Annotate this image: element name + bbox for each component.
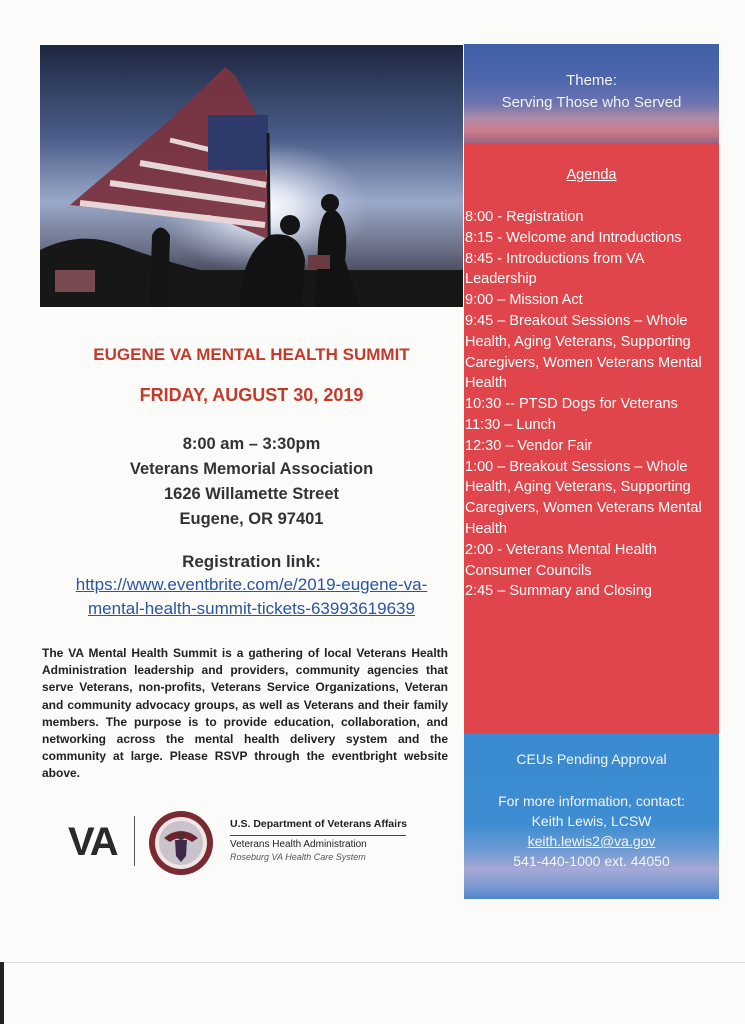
agenda-item: 9:00 – Mission Act [465,292,583,309]
contact-email[interactable]: keith.lewis2@va.gov [527,833,656,849]
agenda-item: 8:00 - Registration [465,209,584,225]
agenda-panel [464,143,719,733]
department-name: U.S. Department of Veterans Affairs [230,818,407,830]
agenda-item: 11:30 – Lunch [465,416,556,433]
event-venue: Veterans Memorial Association [129,460,374,478]
contact-intro: For more information, contact: [498,793,685,809]
theme-label: Theme: [566,72,617,89]
registration-link[interactable] [40,573,463,621]
va-wordmark: VA [68,820,117,864]
agenda-item: 8:45 - Introductions from VA Leadership [465,250,644,288]
agenda-heading: Agenda [566,167,617,183]
va-logo-block [68,806,448,878]
summit-description: The VA Mental Health Summit is a gathering of local Veterans Health Administration leadership and providers, community agencies that serve Veterans, non-profits, Veterans Service Organizations, Veteran and community advocacy groups, as well as Veterans and their family members. The purpose is to provide education, collaboration, and networking across the mental health delivery system and the community at large. Please RSVP through the eventbright website above. [42,646,448,781]
department-rule [230,835,406,836]
theme-text: Serving Those who Served [501,94,682,111]
health-system-name: Roseburg VA Health Care System [230,852,366,862]
registration-label: Registration link: [182,552,321,571]
agenda-item: 9:45 – Breakout Sessions – Whole Health, Aging Veterans, Supporting Caregivers, Women Veterans Mental Health [465,312,702,392]
contact-panel [464,733,719,899]
administration-name: Veterans Health Administration [230,839,367,850]
registration-url-line1[interactable]: https://www.eventbrite.com/e/2019-eugene-va- [75,575,428,594]
agenda-item: 2:45 – Summary and Closing [465,583,652,600]
agenda-item: 2:00 - Veterans Mental Health Consumer Councils [465,541,657,579]
event-city: Eugene, OR 97401 [179,510,324,528]
scan-edge-line [0,962,745,963]
hero-photo [40,45,463,307]
flag-silhouette-image [40,45,463,307]
agenda-item: 12:30 – Vendor Fair [465,437,593,454]
registration-url-line2[interactable]: mental-health-summit-tickets-63993619639 [88,599,415,618]
va-seal-icon [148,810,214,876]
summit-date: FRIDAY, AUGUST 30, 2019 [139,385,364,405]
ceus-note: CEUs Pending Approval [516,751,667,767]
scan-edge-mark [0,962,4,1024]
logo-divider [134,816,135,866]
event-time: 8:00 am – 3:30pm [182,435,321,453]
agenda-item: 10:30 -- PTSD Dogs for Veterans [465,396,678,413]
theme-panel [464,44,719,143]
contact-name: Keith Lewis, LCSW [531,813,652,829]
contact-phone: 541-440-1000 ext. 44050 [513,853,670,869]
event-details [40,432,463,532]
agenda-item: 8:15 - Welcome and Introductions [465,229,682,246]
agenda-list [465,207,715,602]
summit-title: EUGENE VA MENTAL HEALTH SUMMIT [93,345,410,364]
event-street: 1626 Willamette Street [163,485,339,503]
agenda-item: 1:00 – Breakout Sessions – Whole Health, Aging Veterans, Supporting Caregivers, Women Veterans Mental Health [465,458,702,537]
